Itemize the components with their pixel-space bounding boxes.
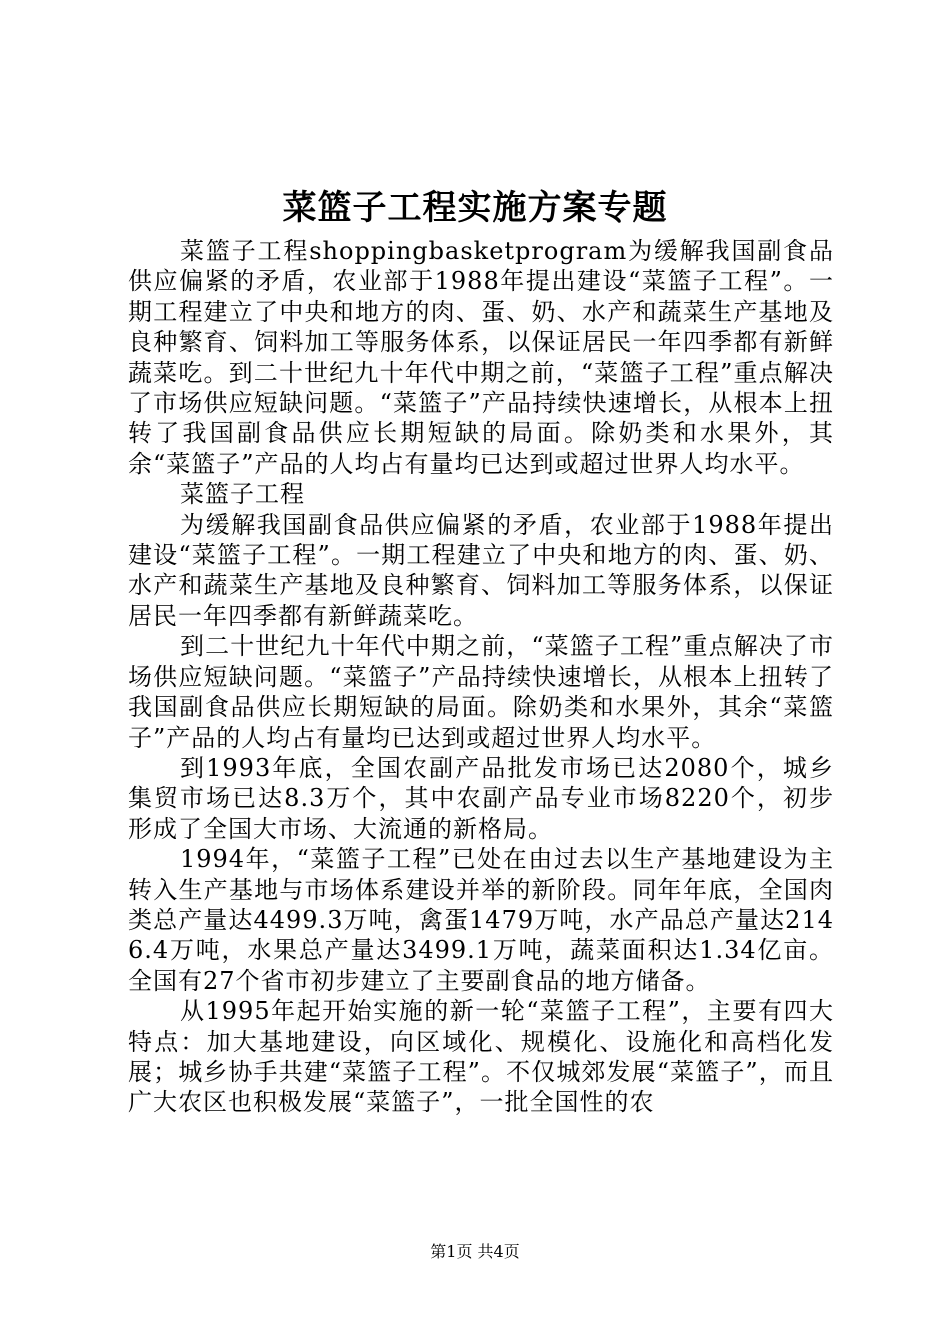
paragraph-heading: 菜篮子工程	[180, 480, 305, 509]
document-title: 菜篮子工程实施方案专题	[282, 188, 668, 228]
paragraph-1994: 1994年，“菜篮子工程”已处在由过去以生产基地建设为主转入生产基地与市场体系建设并举的新阶段。同年年底，全国肉类总产量达4499.3万吨，禽蛋1479万吨，水产品总产量达2146.4万吨，水果总产量达3499.1万吨，蔬菜面积达1.34亿亩。全国有27个省市初步建立了主要副食品的地方储备。	[128, 845, 834, 995]
paragraph-intro: 菜篮子工程shoppingbasketprogram为缓解我国副食品供应偏紧的矛盾，农业部于1988年提出建设“菜篮子工程”。一期工程建立了中央和地方的肉、蛋、奶、水产和蔬菜生产基地及良种繁育、饲料加工等服务体系，以保证居民一年四季都有新鲜蔬菜吃。到二十世纪九十年代中期之前，“菜篮子工程”重点解决了市场供应短缺问题。“菜篮子”产品持续快速增长，从根本上扭转了我国副食品供应长期短缺的局面。除奶类和水果外，其余“菜篮子”产品的人均占有量均已达到或超过世界人均水平。	[128, 237, 834, 478]
paragraph-background: 为缓解我国副食品供应偏紧的矛盾，农业部于1988年提出建设“菜篮子工程”。一期工程建立了中央和地方的肉、蛋、奶、水产和蔬菜生产基地及良种繁育、饲料加工等服务体系，以保证居民一年四季都有新鲜蔬菜吃。	[128, 510, 834, 630]
paragraph-1995: 从1995年起开始实施的新一轮“菜篮子工程”，主要有四大特点：加大基地建设，向区域化、规模化、设施化和高档化发展；城乡协手共建“菜篮子工程”。不仅城郊发展“菜篮子”，而且广大农区也积极发展“菜篮子”，一批全国性的农	[128, 997, 834, 1117]
paragraph-1993: 到1993年底，全国农副产品批发市场已达2080个，城乡集贸市场已达8.3万个，其中农副产品专业市场8220个，初步形成了全国大市场、大流通的新格局。	[128, 753, 834, 843]
document-body	[128, 236, 834, 1118]
page-footer: 第1页 共4页	[430, 1242, 520, 1261]
paragraph-achievement: 到二十世纪九十年代中期之前，“菜篮子工程”重点解决了市场供应短缺问题。“菜篮子”产品持续快速增长，从根本上扭转了我国副食品供应长期短缺的局面。除奶类和水果外，其余“菜篮子”产品的人均占有量均已达到或超过世界人均水平。	[128, 632, 834, 752]
